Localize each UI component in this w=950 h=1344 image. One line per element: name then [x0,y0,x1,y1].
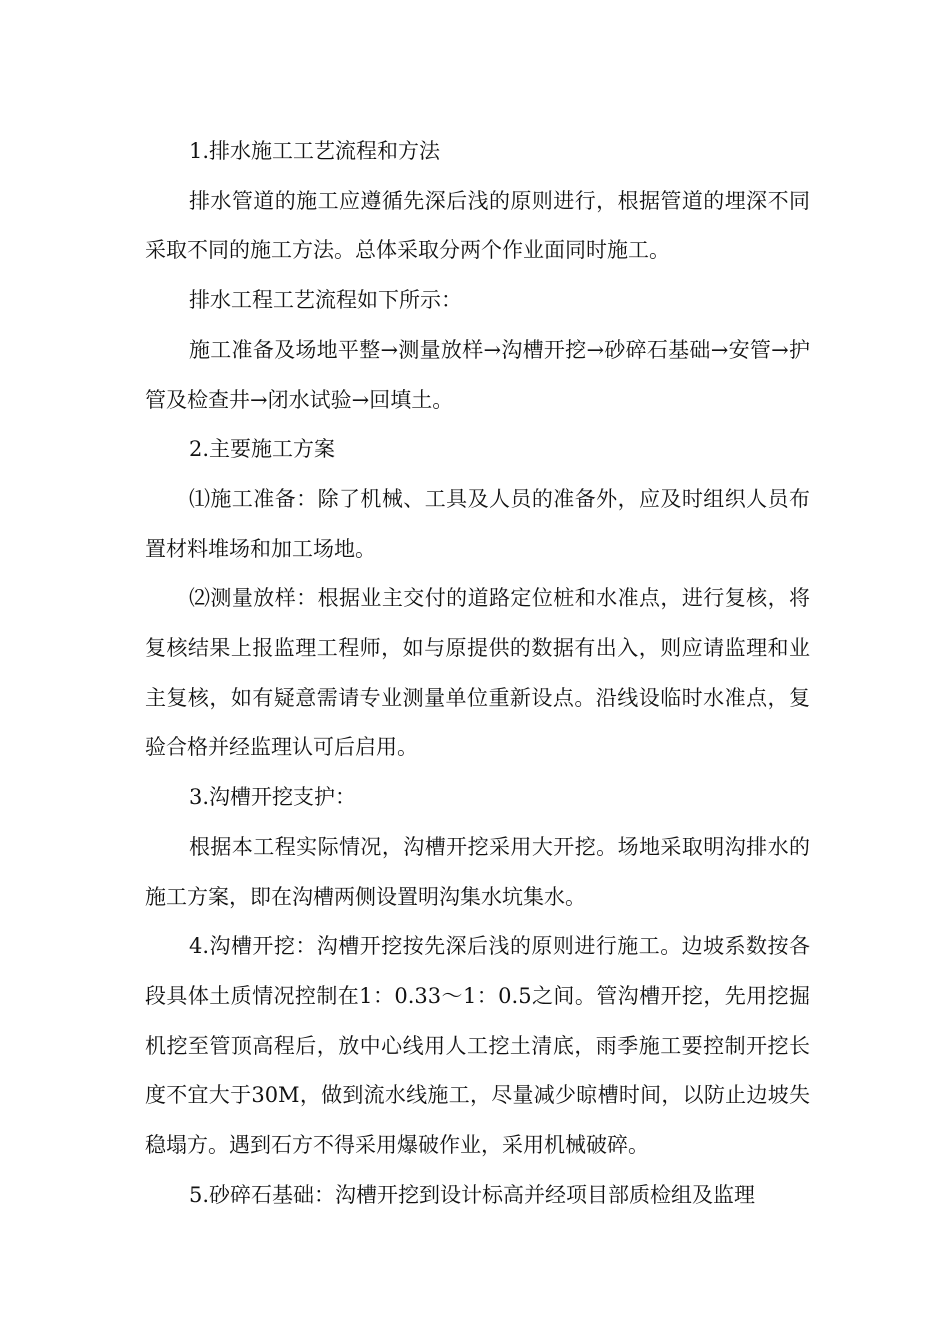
paragraph-gravel-foundation: 5.砂碎石基础：沟槽开挖到设计标高并经项目部质检组及监理 [189,1182,756,1207]
paragraph-process-intro: 排水工程工艺流程如下所示： [189,288,462,313]
section-heading-trench-support: 3.沟槽开挖支护： [189,785,357,810]
document-body [145,127,810,1220]
paragraph-construction-principle: 排水管道的施工应遵循先深后浅的原则进行，根据管道的埋深不同采取不同的施工方法。总体采取分两个作业面同时施工。 [145,188,810,263]
section-heading-drainage-process: 1.排水施工工艺流程和方法 [189,139,441,163]
paragraph-survey-layout: ⑵测量放样：根据业主交付的道路定位桩和水准点，进行复核，将复核结果上报监理工程师，如与原提供的数据有出入，则应请监理和业主复核，如有疑意需请专业测量单位重新设点。沿线设临时水准点，复验合格并经监理认可后启用。 [145,586,810,760]
paragraph-trench-excavation: 4.沟槽开挖：沟槽开挖按先深后浅的原则进行施工。边坡系数按各段具体土质情况控制在1：0.33～1：0.5之间。管沟槽开挖，先用挖掘机挖至管顶高程后，放中心线用人工挖土清底，雨季施工要控制开挖长度不宜大于30M，做到流水线施工，尽量减少晾槽时间，以防止边坡失稳塌方。遇到石方不得采用爆破作业，采用机械破碎。 [145,934,810,1158]
section-heading-main-plan: 2.主要施工方案 [189,437,336,462]
paragraph-preparation: ⑴施工准备：除了机械、工具及人员的准备外，应及时组织人员布置材料堆场和加工场地。 [145,486,810,561]
paragraph-trench-support: 根据本工程实际情况，沟槽开挖采用大开挖。场地采取明沟排水的施工方案，即在沟槽两侧设置明沟集水坑集水。 [145,834,810,909]
paragraph-process-flow: 施工准备及场地平整→测量放样→沟槽开挖→砂碎石基础→安管→护管及检查井→闭水试验→回填土。 [145,337,810,412]
